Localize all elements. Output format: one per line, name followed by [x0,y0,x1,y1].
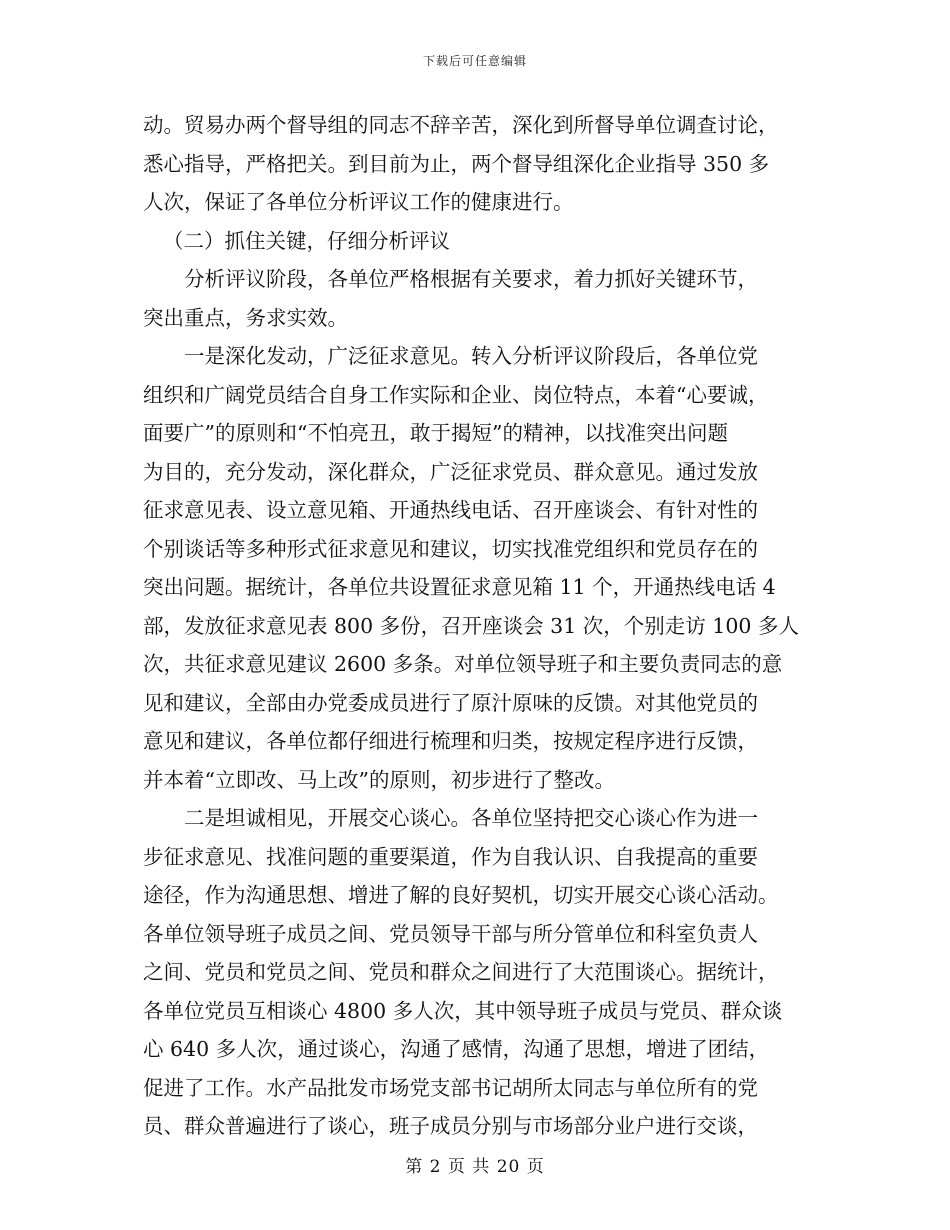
text-line: 途径，作为沟通思想、增进了解的良好契机，切实开展交心谈心活动。 [143,883,779,907]
text-line: 意见和建议，各单位都仔细进行梳理和归类，按规定程序进行反馈， [143,729,758,753]
text-line: 组织和广阔党员结合自身工作实际和企业、岗位特点，本着“心要诚， [143,382,769,407]
text-line: 个别谈话等多种形式征求意见和建议，切实找准党组织和党员存在的 [143,536,758,561]
text-line: 突出重点，务求实效。 [143,305,348,330]
section-heading: （二）抓住关键，仔细分析评议 [163,228,450,253]
text-line: 员、群众普遍进行了谈心，班子成员分别与市场部分业户进行交谈， [143,1114,758,1138]
text-line: 面要广”的原则和“不怕亮丑，敢于揭短”的精神，以找准突出问题 [143,421,728,445]
text-line: 突出问题。据统计，各单位共设置征求意见箱 11 个，开通热线电话 4 [143,575,776,599]
text-line: 并本着“立即改、马上改”的原则，初步进行了整改。 [143,767,615,792]
text-line: 二是坦诚相见，开展交心谈心。各单位坚持把交心谈心作为进一 [184,806,758,830]
text-line: 促进了工作。水产品批发市场党支部书记胡所太同志与单位所有的党 [143,1075,758,1100]
text-line: 各单位领导班子成员之间、党员领导干部与所分管单位和科室负责人 [143,921,758,946]
text-line: 分析评议阶段，各单位严格根据有关要求，着力抓好关键环节， [184,267,758,291]
text-line: 动。贸易办两个督导组的同志不辞辛苦，深化到所督导单位调查讨论， [143,113,779,137]
text-line: 次，共征求意见建议 2600 多条。对单位领导班子和主要负责同志的意 [143,652,783,676]
text-line: 心 640 多人次，通过谈心，沟通了感情，沟通了思想，增进了团结， [143,1037,770,1061]
text-line: 见和建议，全部由办党委成员进行了原汁原味的反馈。对其他党员的 [143,690,758,715]
document-body [143,106,808,1146]
page-header: 下载后可任意编辑 [422,54,527,68]
text-line: 之间、党员和党员之间、党员和群众之间进行了大范围谈心。据统计， [143,960,779,984]
text-line: 悉心指导，严格把关。到目前为止，两个督导组深化企业指导 350 多 [143,151,770,176]
text-line: 征求意见表、设立意见箱、开通热线电话、召开座谈会、有针对性的 [143,498,758,522]
text-line: 步征求意见、找准问题的重要渠道，作为自我认识、自我提高的重要 [143,844,758,869]
text-line: 各单位党员互相谈心 4800 多人次，其中领导班子成员与党员、群众谈 [143,998,783,1023]
text-line: 部，发放征求意见表 800 多份，召开座谈会 31 次，个别走访 100 多人 [143,613,799,638]
page-number: 第 2 页 共 20 页 [405,1157,545,1177]
text-line: 为目的，充分发动，深化群众，广泛征求党员、群众意见。通过发放 [143,459,758,484]
text-line: 人次，保证了各单位分析评议工作的健康进行。 [143,190,574,214]
text-line: 一是深化发动，广泛征求意见。转入分析评议阶段后，各单位党 [184,344,758,368]
